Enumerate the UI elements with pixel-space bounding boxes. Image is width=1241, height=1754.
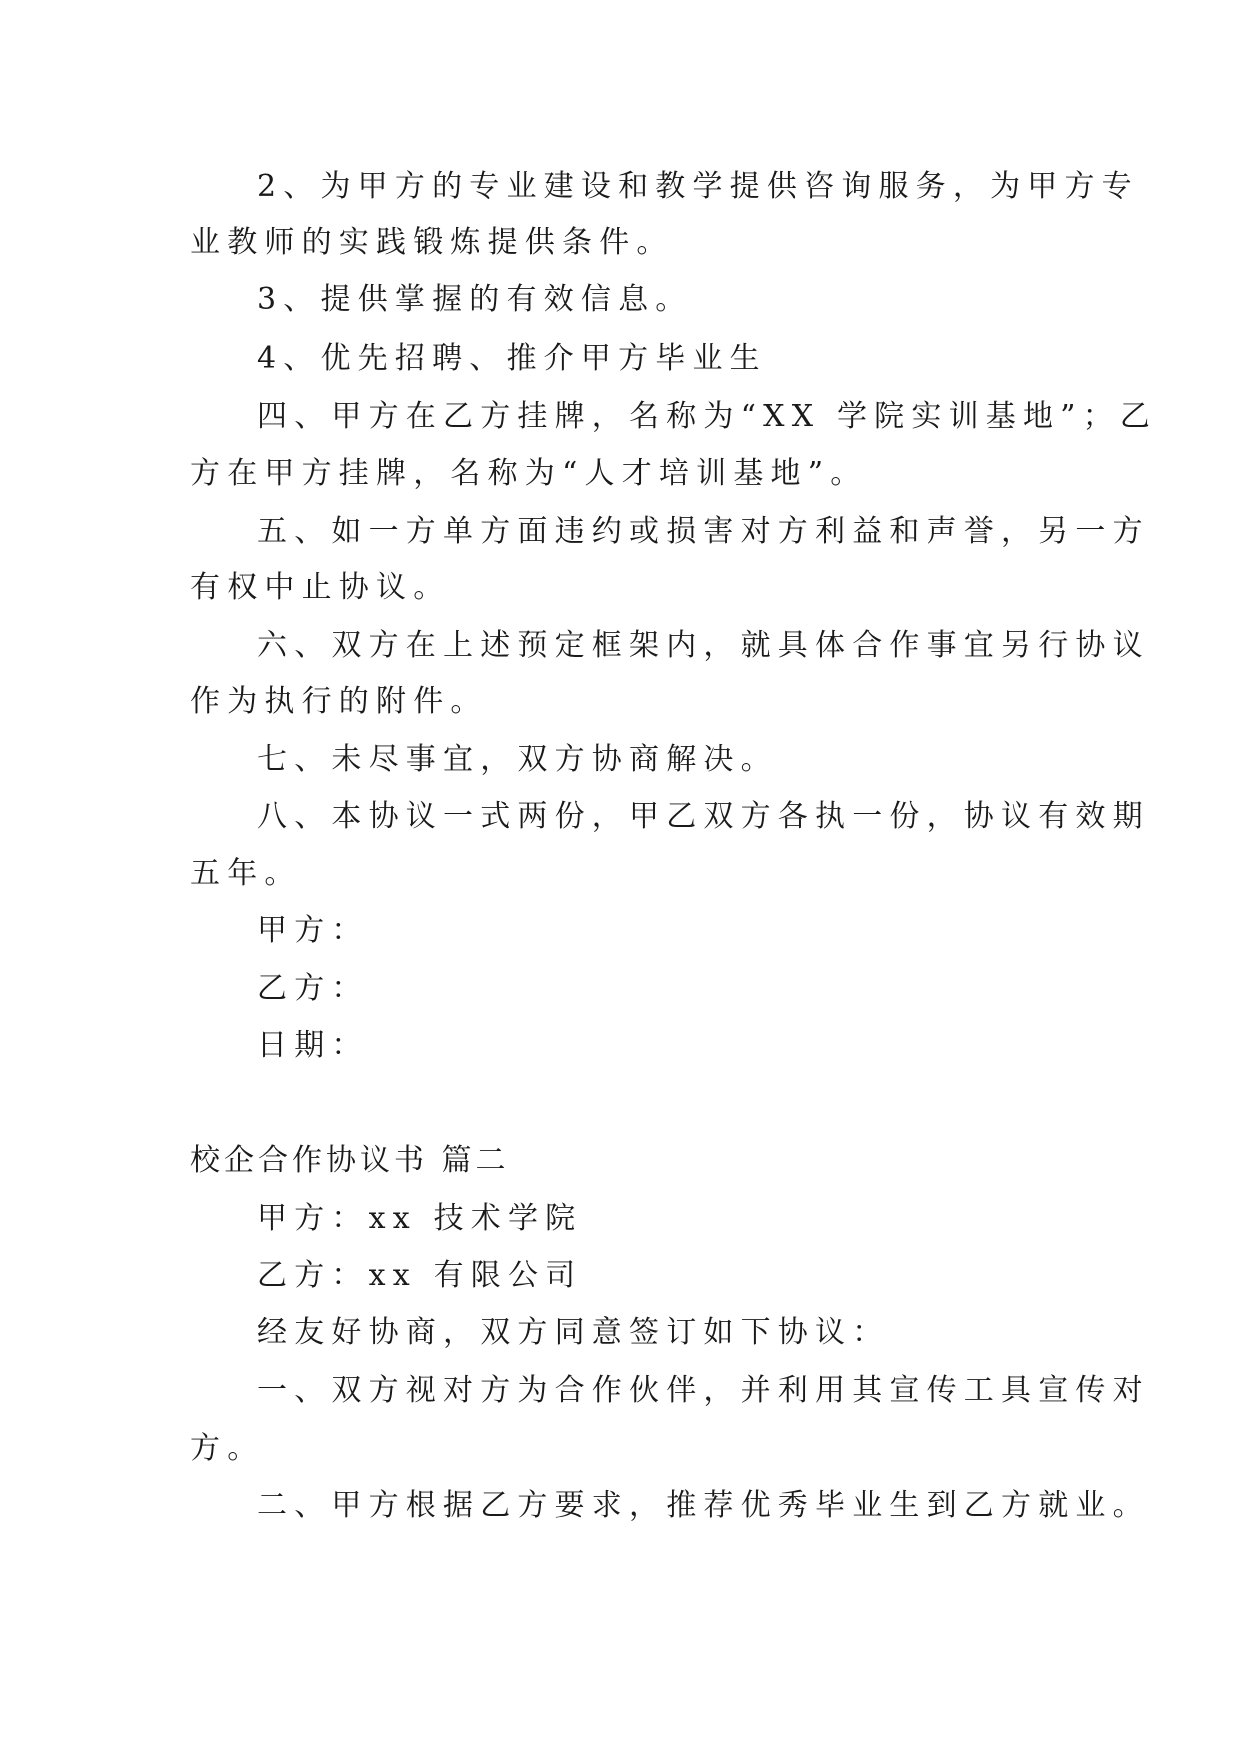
clause-4-line-2: 方在甲方挂牌，名称为“人才培训基地”。 — [190, 456, 868, 491]
party-b-signature: 乙方： — [257, 971, 369, 1006]
clause-5-line-2: 有权中止协议。 — [190, 570, 451, 605]
clause-6-line-1: 六、双方在上述预定框架内，就具体合作事宜另行协议 — [257, 628, 1150, 663]
paragraph-2-line-2: 业教师的实践锻炼提供条件。 — [190, 225, 674, 260]
article-1-line-1: 一、双方视对方为合作伙伴，并利用其宣传工具宣传对 — [257, 1373, 1150, 1408]
paragraph-4: 4、优先招聘、推介甲方毕业生 — [257, 341, 767, 376]
clause-8-line-2: 五年。 — [190, 856, 302, 891]
date-line: 日期： — [257, 1028, 369, 1063]
section-heading: 校企合作协议书 篇二 — [190, 1143, 510, 1178]
party-a-line: 甲方：xx 技术学院 — [257, 1201, 583, 1236]
party-b-line: 乙方：xx 有限公司 — [257, 1258, 583, 1293]
clause-4-line-1: 四、甲方在乙方挂牌，名称为“XX 学院实训基地”；乙 — [257, 399, 1158, 434]
party-a-signature: 甲方： — [257, 913, 369, 948]
article-2: 二、甲方根据乙方要求，推荐优秀毕业生到乙方就业。 — [257, 1488, 1150, 1523]
clause-7: 七、未尽事宜，双方协商解决。 — [257, 742, 778, 777]
paragraph-3: 3、提供掌握的有效信息。 — [257, 282, 693, 317]
article-1-line-2: 方。 — [190, 1431, 265, 1466]
clause-5-line-1: 五、如一方单方面违约或损害对方利益和声誉，另一方 — [257, 514, 1150, 549]
intro-line: 经友好协商，双方同意签订如下协议： — [257, 1315, 890, 1350]
paragraph-2-line-1: 2、为甲方的专业建设和教学提供咨询服务，为甲方专 — [257, 169, 1139, 204]
clause-6-line-2: 作为执行的附件。 — [190, 684, 488, 719]
clause-8-line-1: 八、本协议一式两份，甲乙双方各执一份，协议有效期 — [257, 799, 1150, 834]
